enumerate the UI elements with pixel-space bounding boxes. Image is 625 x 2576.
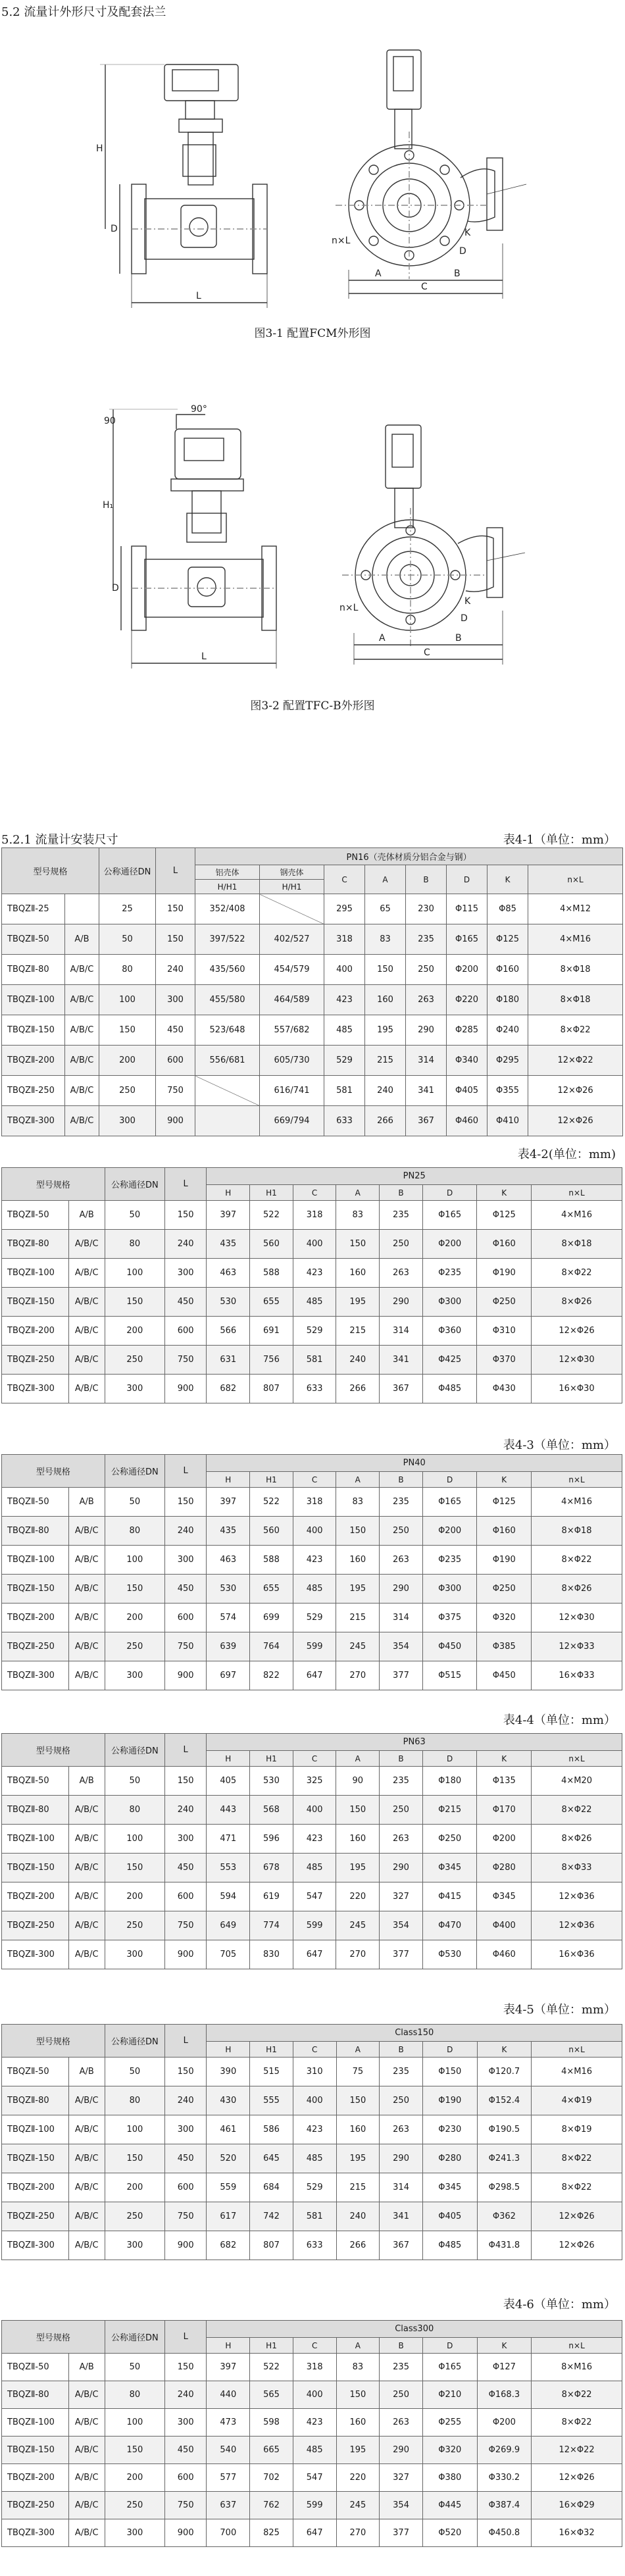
col-b: B	[380, 2338, 423, 2354]
dim-label-c: C	[424, 647, 430, 658]
col-h: H	[207, 2338, 250, 2354]
figure-caption-tfcb: 图3-2 配置TFC-B外形图	[250, 699, 375, 713]
table-4-3	[1, 1454, 622, 1690]
table-row: TBQZⅡ-250 A/B/C 250 750 616/741 581 240 341 Φ405 Φ355 12×Φ26	[2, 1076, 623, 1106]
table-row: TBQZⅡ-300 A/B/C 300 900 682 807 633 266 367 Φ485 Φ430 16×Φ30	[2, 1375, 622, 1403]
dim-label-90: 90	[104, 416, 116, 426]
table-label: 表4-1（单位：mm）	[503, 833, 616, 847]
table-4-2	[1, 1167, 622, 1403]
col-steel-shell: 钢壳体	[260, 865, 324, 880]
table-4-5	[1, 2024, 622, 2260]
table-row: TBQZⅡ-50 A/B 50 150 397 522 318 83 235 Φ165 Φ125 4×M16	[2, 1488, 622, 1517]
table-row: TBQZⅡ-200 A/B/C 200 600 574 699 529 215 314 Φ375 Φ320 12×Φ30	[2, 1604, 622, 1632]
col-h1: H1	[250, 2338, 293, 2354]
col-k: K	[477, 1185, 532, 1201]
col-d: D	[422, 1185, 477, 1201]
table-row: TBQZⅡ-250 A/B/C 250 750 637 762 599 245 354 Φ445 Φ387.4 16×Φ29	[2, 2492, 622, 2519]
col-group: Class300	[207, 2321, 622, 2338]
col-l: L	[164, 2025, 207, 2058]
col-b: B	[380, 1185, 423, 1201]
col-h: H	[207, 1751, 250, 1767]
col-group: Class150	[207, 2025, 622, 2042]
col-nxl: n×L	[532, 1185, 622, 1201]
dim-label-k: K	[464, 228, 471, 238]
table-row: TBQZⅡ-100 A/B/C 100 300 471 596 423 160 263 Φ250 Φ200 8×Φ26	[2, 1825, 622, 1854]
col-c: C	[293, 1472, 336, 1488]
col-h1: H1	[250, 1751, 293, 1767]
col-model: 型号规格	[2, 1734, 105, 1767]
col-dn: 公称通径DN	[105, 1168, 164, 1201]
col-l: L	[156, 848, 195, 894]
col-d: D	[447, 865, 488, 894]
col-group: PN16（壳体材质分铝合金与钢）	[195, 848, 623, 865]
col-c: C	[293, 1185, 336, 1201]
col-a: A	[336, 1751, 380, 1767]
table-row: TBQZⅡ-300 A/B/C 300 900 682 807 633 266 367 Φ485 Φ431.8 12×Φ26	[2, 2231, 622, 2260]
figure-caption-fcm: 图3-1 配置FCM外形图	[254, 327, 371, 340]
col-a: A	[336, 2338, 380, 2354]
col-model: 型号规格	[2, 1168, 105, 1201]
dim-label-nxl: n×L	[339, 603, 359, 613]
table-4-4	[1, 1733, 622, 1969]
dim-label-l: L	[201, 651, 207, 662]
table-row: TBQZⅡ-150 A/B/C 150 450 530 655 485 195 290 Φ300 Φ250 8×Φ26	[2, 1288, 622, 1317]
table-label: 表4-5（单位：mm）	[503, 2003, 616, 2017]
table-label: 表4-2(单位：mm)	[517, 1148, 616, 1161]
table-row: TBQZⅡ-80 A/B/C 80 240 435/560 454/579 400 150 250 Φ200 Φ160 8×Φ18	[2, 955, 623, 985]
section-title: 5.2 流量计外形尺寸及配套法兰	[1, 5, 166, 19]
col-group: PN25	[207, 1168, 622, 1185]
table-row: TBQZⅡ-150 A/B/C 150 450 520 645 485 195 290 Φ280 Φ241.3 8×Φ22	[2, 2144, 622, 2173]
table-row: TBQZⅡ-250 A/B/C 250 750 649 774 599 245 354 Φ470 Φ400 12×Φ36	[2, 1911, 622, 1940]
dim-label-k: K	[464, 596, 471, 607]
table-4-6	[1, 2320, 622, 2547]
col-h: H	[207, 1472, 250, 1488]
table-row: TBQZⅡ-150 A/B/C 150 450 540 665 485 195 290 Φ320 Φ269.9 12×Φ22	[2, 2437, 622, 2464]
table-row: TBQZⅡ-250 A/B/C 250 750 639 764 599 245 354 Φ450 Φ385 12×Φ33	[2, 1632, 622, 1661]
dim-label-l: L	[196, 291, 201, 301]
col-b: B	[380, 2042, 423, 2058]
table-row: TBQZⅡ-100 A/B/C 100 300 463 588 423 160 263 Φ235 Φ190 8×Φ22	[2, 1259, 622, 1288]
col-nxl: n×L	[532, 1472, 622, 1488]
table-row: TBQZⅡ-200 A/B/C 200 600 559 684 529 215 314 Φ345 Φ298.5 8×Φ22	[2, 2173, 622, 2202]
table-row: TBQZⅡ-200 A/B/C 200 600 566 691 529 215 314 Φ360 Φ310 12×Φ26	[2, 1317, 622, 1346]
col-dn: 公称通径DN	[105, 1734, 164, 1767]
table-row: TBQZⅡ-50 A/B 50 150 390 515 310 75 235 Φ150 Φ120.7 4×M16	[2, 2058, 622, 2086]
col-h1: H1	[250, 2042, 293, 2058]
table-row: TBQZⅡ-80 A/B/C 80 240 430 555 400 150 250 Φ190 Φ152.4 4×Φ19	[2, 2086, 622, 2115]
dim-label-h1: H₁	[103, 500, 114, 511]
col-h: H	[207, 1185, 250, 1201]
col-model: 型号规格	[2, 2025, 105, 2058]
col-dn: 公称通径DN	[99, 848, 156, 894]
col-d: D	[422, 1751, 477, 1767]
col-model: 型号规格	[2, 848, 99, 894]
col-a: A	[336, 2042, 380, 2058]
col-l: L	[164, 1455, 207, 1488]
col-model: 型号规格	[2, 2321, 105, 2354]
col-nxl: n×L	[532, 1751, 622, 1767]
fcm-outline-drawing	[66, 26, 579, 316]
table-row: TBQZⅡ-100 A/B/C 100 300 461 586 423 160 263 Φ230 Φ190.5 8×Φ19	[2, 2115, 622, 2144]
dim-label-d-side: D	[461, 613, 468, 624]
col-nxl: n×L	[528, 865, 623, 894]
col-l: L	[164, 1734, 207, 1767]
table-row: TBQZⅡ-200 A/B/C 200 600 594 619 547 220 327 Φ415 Φ345 12×Φ36	[2, 1882, 622, 1911]
col-c: C	[324, 865, 365, 894]
col-b: B	[406, 865, 447, 894]
col-dn: 公称通径DN	[105, 2321, 164, 2354]
col-h1: H1	[250, 1472, 293, 1488]
dim-label-b: B	[455, 633, 462, 644]
table-row: TBQZⅡ-250 A/B/C 250 750 631 756 581 240 341 Φ425 Φ370 12×Φ30	[2, 1346, 622, 1375]
table-row: TBQZⅡ-50 A/B 50 150 397/522 402/527 318 83 235 Φ165 Φ125 4×M16	[2, 924, 623, 955]
col-group: PN40	[207, 1455, 622, 1472]
col-model: 型号规格	[2, 1455, 105, 1488]
table-row: TBQZⅡ-200 A/B/C 200 600 556/681 605/730 529 215 314 Φ340 Φ295 12×Φ22	[2, 1046, 623, 1076]
col-h1: H1	[250, 1185, 293, 1201]
col-k: K	[477, 1751, 532, 1767]
table-row: TBQZⅡ-300 A/B/C 300 900 700 825 647 270 377 Φ520 Φ450.8 16×Φ32	[2, 2519, 622, 2547]
subsection-title: 5.2.1 流量计安装尺寸	[1, 833, 118, 847]
table-row: TBQZⅡ-50 A/B 50 150 397 522 318 83 235 Φ165 Φ125 4×M16	[2, 1201, 622, 1230]
col-k: K	[488, 865, 528, 894]
col-k: K	[477, 2338, 532, 2354]
table-row: TBQZⅡ-80 A/B/C 80 240 435 560 400 150 250 Φ200 Φ160 8×Φ18	[2, 1517, 622, 1546]
dim-label-nxl: n×L	[332, 236, 351, 246]
table-row: TBQZⅡ-300 A/B/C 300 900 697 822 647 270 377 Φ515 Φ450 16×Φ33	[2, 1661, 622, 1690]
table-row: TBQZⅡ-300 A/B/C 300 900 669/794 633 266 367 Φ460 Φ410 12×Φ26	[2, 1106, 623, 1136]
col-al-h: H/H1	[195, 880, 260, 894]
figure-tfcb-outline	[66, 403, 579, 679]
table-row: TBQZⅡ-100 A/B/C 100 300 473 598 423 160 263 Φ255 Φ200 8×Φ22	[2, 2409, 622, 2437]
table-row: TBQZⅡ-25 25 150 352/408 295 65 230 Φ115 Φ85 4×M12	[2, 894, 623, 924]
col-l: L	[164, 2321, 207, 2354]
col-al-shell: 铝壳体	[195, 865, 260, 880]
col-d: D	[422, 2338, 477, 2354]
col-k: K	[477, 2042, 532, 2058]
table-row: TBQZⅡ-150 A/B/C 150 450 530 655 485 195 290 Φ300 Φ250 8×Φ26	[2, 1575, 622, 1604]
col-b: B	[380, 1472, 423, 1488]
col-b: B	[380, 1751, 423, 1767]
col-a: A	[336, 1472, 380, 1488]
dim-label-h: H	[96, 143, 103, 154]
col-c: C	[293, 2042, 336, 2058]
col-d: D	[422, 1472, 477, 1488]
table-label: 表4-6（单位：mm）	[503, 2298, 616, 2311]
figure-fcm-outline	[66, 26, 579, 316]
col-c: C	[293, 1751, 336, 1767]
col-nxl: n×L	[532, 2042, 622, 2058]
tfcb-outline-drawing	[66, 403, 579, 679]
col-k: K	[477, 1472, 532, 1488]
col-h: H	[207, 2042, 250, 2058]
col-c: C	[293, 2338, 336, 2354]
table-row: TBQZⅡ-80 A/B/C 80 240 443 568 400 150 250 Φ215 Φ170 8×Φ22	[2, 1796, 622, 1825]
dim-label-a: A	[375, 268, 382, 279]
col-a: A	[336, 1185, 380, 1201]
table-label: 表4-3（单位：mm）	[503, 1438, 616, 1452]
table-row: TBQZⅡ-100 A/B/C 100 300 455/580 464/589 423 160 263 Φ220 Φ180 8×Φ18	[2, 985, 623, 1015]
dim-label-a: A	[379, 633, 386, 644]
dim-label-b: B	[454, 268, 461, 279]
col-group: PN63	[207, 1734, 622, 1751]
table-row: TBQZⅡ-250 A/B/C 250 750 617 742 581 240 341 Φ405 Φ362 12×Φ26	[2, 2202, 622, 2231]
dim-label-c: C	[421, 282, 428, 292]
col-dn: 公称通径DN	[105, 2025, 164, 2058]
table-4-1	[1, 847, 622, 1136]
col-a: A	[365, 865, 406, 894]
table-row: TBQZⅡ-300 A/B/C 300 900 705 830 647 270 377 Φ530 Φ460 16×Φ36	[2, 1940, 622, 1969]
dim-label-90deg: 90°	[191, 404, 207, 415]
dim-label-d: D	[111, 224, 118, 234]
table-row: TBQZⅡ-150 A/B/C 150 450 523/648 557/682 485 195 290 Φ285 Φ240 8×Φ22	[2, 1015, 623, 1046]
table-row: TBQZⅡ-200 A/B/C 200 600 577 702 547 220 327 Φ380 Φ330.2 12×Φ26	[2, 2464, 622, 2492]
col-nxl: n×L	[532, 2338, 622, 2354]
table-row: TBQZⅡ-80 A/B/C 80 240 440 565 400 150 250 Φ210 Φ168.3 8×Φ22	[2, 2381, 622, 2409]
table-row: TBQZⅡ-50 A/B 50 150 405 530 325 90 235 Φ180 Φ135 4×M20	[2, 1767, 622, 1796]
table-row: TBQZⅡ-150 A/B/C 150 450 553 678 485 195 290 Φ345 Φ280 8×Φ33	[2, 1854, 622, 1882]
table-row: TBQZⅡ-50 A/B 50 150 397 522 318 83 235 Φ165 Φ127 8×M16	[2, 2354, 622, 2381]
dim-label-d: D	[112, 583, 119, 593]
col-l: L	[164, 1168, 207, 1201]
col-dn: 公称通径DN	[105, 1455, 164, 1488]
col-steel-h: H/H1	[260, 880, 324, 894]
dim-label-d-side: D	[459, 246, 466, 257]
table-row: TBQZⅡ-80 A/B/C 80 240 435 560 400 150 250 Φ200 Φ160 8×Φ18	[2, 1230, 622, 1259]
table-label: 表4-4（单位：mm）	[503, 1713, 616, 1727]
table-row: TBQZⅡ-100 A/B/C 100 300 463 588 423 160 263 Φ235 Φ190 8×Φ22	[2, 1546, 622, 1575]
col-d: D	[422, 2042, 477, 2058]
